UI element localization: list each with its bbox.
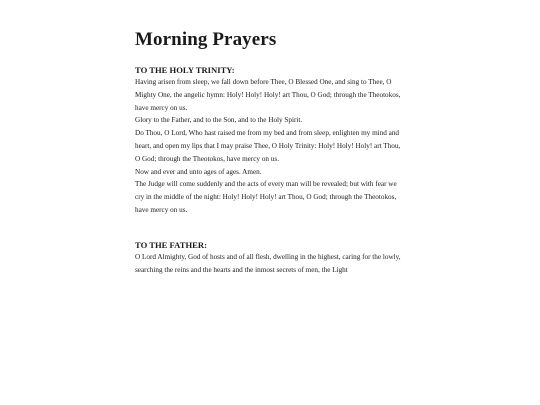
section-heading-father: TO THE FATHER: [135, 239, 207, 250]
prayer-paragraph: Now and ever and unto ages of ages. Amen. [135, 167, 262, 176]
prayer-paragraph: Glory to the Father, and to the Son, and to the Holy Spirit. [135, 116, 303, 125]
page-title: Morning Prayers [135, 29, 277, 50]
prayer-paragraph: The Judge will come suddenly and the acts of every man will be revealed; but with fear we cry in the middle of the night: Holy! Holy! Holy! art Thou, O God; through the Theotokos, have mercy on us. [135, 180, 397, 214]
document-content [135, 28, 407, 276]
prayer-paragraph: Having arisen from sleep, we fall down before Thee, O Blessed One, and sing to Thee, O Mighty One, the angelic hymn: Holy! Holy! Holy! art Thou, O God; through the Theotokos, have mercy on us. [135, 78, 401, 112]
prayer-paragraph: Do Thou, O Lord, Who hast raised me from my bed and from sleep, enlighten my mind and heart, and open my lips that I may praise Thee, O Holy Trinity: Holy! Holy! Holy! art Thou, O God; through the Theotokos, have mercy on us. [135, 129, 401, 163]
section-heading-holy-trinity: TO THE HOLY TRINITY: [135, 65, 235, 75]
prayer-paragraph: O Lord Almighty, God of hosts and of all flesh, dwelling in the highest, caring for the lowly, searching the reins and the hearts and the inmost secrets of men, the Light [135, 252, 401, 274]
